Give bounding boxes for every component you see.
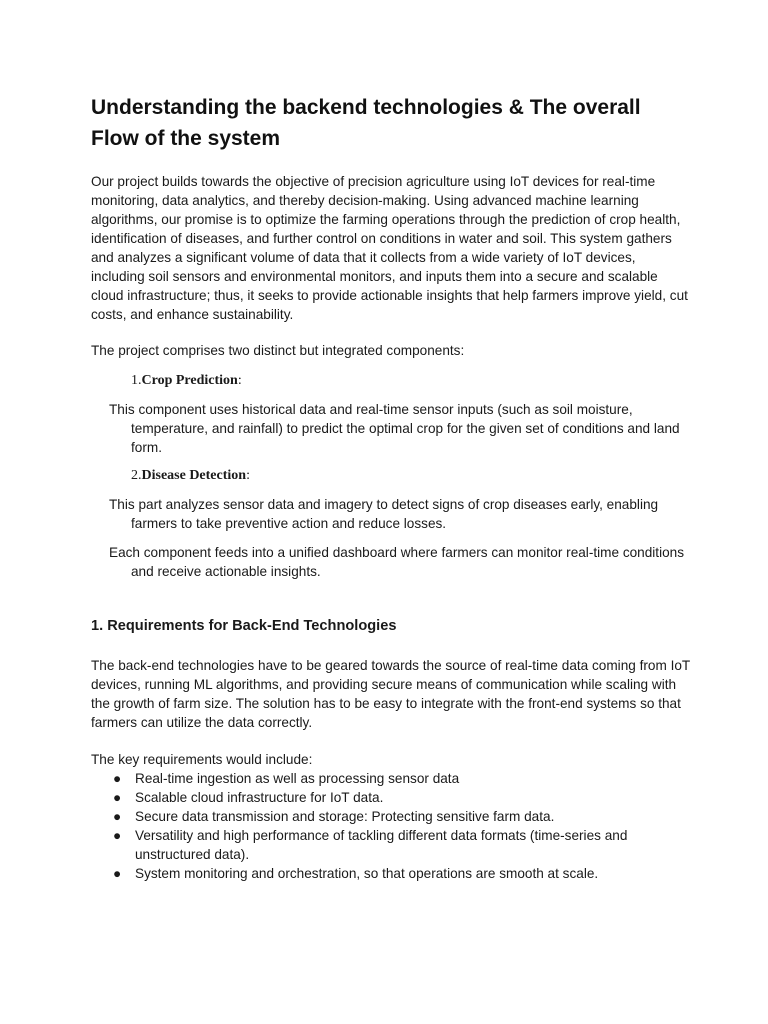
components-intro: The project comprises two distinct but integrated components: [91, 343, 465, 358]
list-item: ● Scalable cloud infrastructure for IoT data. [113, 790, 384, 805]
bullet-marker: ● [113, 790, 122, 805]
requirements-intro: The key requirements would include: [91, 752, 313, 767]
section-1-heading: 1. Requirements for Back-End Technologies [91, 618, 397, 634]
list-item: ● Versatility and high performance of tackling different data formats (time-series and unstructured data). [113, 828, 628, 862]
component-1-colon: : [237, 373, 242, 388]
page-title: Understanding the backend technologies & The overall Flow of the system [91, 96, 641, 150]
component-1-number: 1. [131, 373, 142, 388]
bullet-marker: ● [113, 771, 122, 786]
component-2-description: This part analyzes sensor data and imagery to detect signs of crop diseases early, enabling farmers to take preventive action and reduce losses. [109, 497, 659, 531]
bullet-marker: ● [113, 828, 122, 843]
bullet-marker: ● [113, 866, 122, 881]
component-1-heading [131, 371, 242, 390]
bullet-marker: ● [113, 809, 122, 824]
component-2-colon: : [246, 468, 250, 483]
list-item: ● Secure data transmission and storage: Protecting sensitive farm data. [113, 809, 555, 824]
component-2-name: Disease Detection [141, 468, 247, 483]
list-item: ● Real-time ingestion as well as processing sensor data [113, 771, 460, 786]
component-1-description: This component uses historical data and real-time sensor inputs (such as soil moisture, temperature, and rainfall) to predict the optimal crop for the given set of conditions and land form. [109, 402, 680, 455]
intro-paragraph: Our project builds towards the objective of precision agriculture using IoT devices for real-time monitoring, data analytics, and thereby decision-making. Using advanced machine learning algorithms, our promise is to optimize the farming operations through the prediction of crop health, identification of diseases, and further control on conditions in water and soil. This system gathers and analyzes a significant volume of data that it collects from a wide variety of IoT devices, including soil sensors and environmental monitors, and inputs them into a secure and scalable cloud infrastructure; thus, it seeks to provide actionable insights that help farmers improve yield, cut costs, and enhance sustainability. [91, 174, 688, 322]
component-2-number: 2. [131, 468, 142, 483]
list-item: ● System monitoring and orchestration, so that operations are smooth at scale. [113, 866, 599, 881]
component-2-heading [131, 466, 250, 485]
section-1-paragraph: The back-end technologies have to be geared towards the source of real-time data coming from IoT devices, running ML algorithms, and providing secure means of communication while scaling with the growth of farm size. The solution has to be easy to integrate with the front-end systems so that farmers can utilize the data correctly. [91, 658, 690, 730]
requirements-list [91, 769, 651, 883]
dashboard-note: Each component feeds into a unified dashboard where farmers can monitor real-time conditions and receive actionable insights. [109, 545, 685, 579]
component-1-name: Crop Prediction [141, 373, 238, 388]
